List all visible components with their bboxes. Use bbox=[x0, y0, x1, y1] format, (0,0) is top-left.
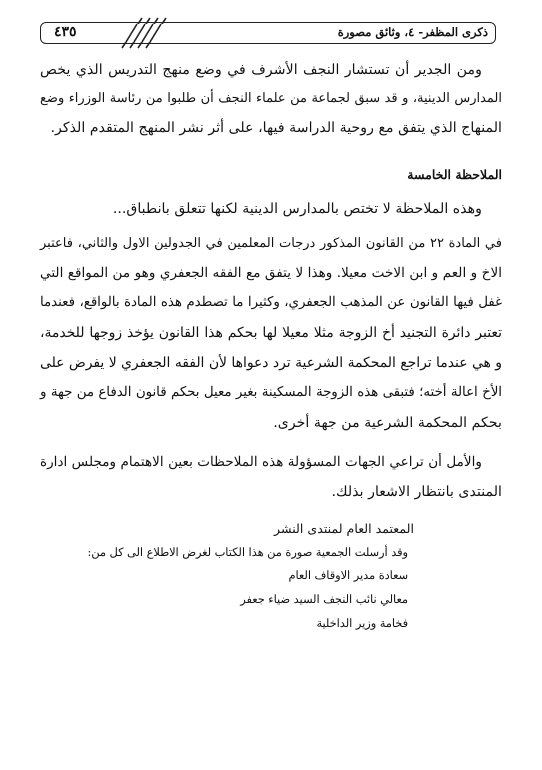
paragraph-3-line-3: غفل فيها القانون عن المذهب الجعفري، وكثيرا ما تصطدم هذه المادة بالواقع، فعندما bbox=[40, 295, 502, 310]
paragraph-3-line-2: الاخ و العم و ابن الاخت معيلا. وهذا لا يتفق مع الفقه الجعفري وهو من المواقع التي bbox=[40, 265, 502, 281]
paragraph-1-line-2: المدارس الدينية، و قد سبق لجماعة من علماء النجف أن طلبوا من رئاسة الوزراء وضع bbox=[40, 91, 502, 106]
paragraph-1-line-1: ومن الجدير أن تستشار النجف الأشرف في وضع منهج التدريس الذي يخص bbox=[40, 62, 482, 78]
header-slash-ornament bbox=[104, 17, 184, 49]
copies-recipient: فخامة وزير الداخلية bbox=[316, 617, 408, 630]
section-heading: الملاحظة الخامسة bbox=[407, 167, 502, 182]
paragraph-2: وهذه الملاحظة لا تختص بالمدارس الدينية لكنها تتعلق بانطباق... bbox=[112, 201, 482, 217]
paragraph-4-line-2: المنتدى بانتظار الاشعار بذلك. bbox=[331, 484, 502, 500]
running-title: ذكرى المظفر- ٤، وثائق مصورة bbox=[337, 25, 488, 39]
paragraph-3-line-5: و هي عندما تراجع المحكمة الشرعية ترد دعواها لأن الفقه الجعفري لا يفرض على bbox=[40, 355, 502, 371]
signature-title: المعتمد العام لمنتدى النشر bbox=[274, 521, 414, 536]
paragraph-4-line-1: والأمل أن تراعي الجهات المسؤولة هذه الملاحظات بعين الاهتمام ومجلس ادارة bbox=[40, 454, 482, 470]
paragraph-3-line-6: الأخ اعالة أخته؛ فتبقى هذه الزوجة المسكينة بغير معيل بحكم قانون الدفاع من جهة و bbox=[40, 385, 502, 400]
paragraph-3-line-7: بحكم المحكمة الشرعية من جهة أخرى. bbox=[273, 415, 502, 431]
paragraph-1-line-3: المنهاج الذي يتفق مع روحية الدراسة فيها، على أثر نشر المنهج المتقدم الذكر. bbox=[50, 120, 502, 136]
page-header bbox=[40, 22, 496, 44]
paragraph-3-line-1: في المادة ٢٢ من القانون المذكور درجات المعلمين في الجدولين الاول والثاني، فاعتبر bbox=[40, 236, 502, 251]
copies-intro: وقد أرسلت الجمعية صورة من هذا الكتاب لغرض الاطلاع الى كل من: bbox=[87, 546, 408, 559]
page-number: ٤٣٥ bbox=[54, 24, 77, 40]
copies-recipient: معالي نائب النجف السيد ضياء جعفر bbox=[240, 593, 408, 606]
copies-recipient: سعادة مدير الاوقاف العام bbox=[288, 569, 408, 582]
paragraph-3-line-4: تعتبر دائرة التجنيد أخ الزوجة مثلا معيلا لها بحكم هذا القانون يؤخذ زوجها للخدمة، bbox=[40, 325, 502, 341]
